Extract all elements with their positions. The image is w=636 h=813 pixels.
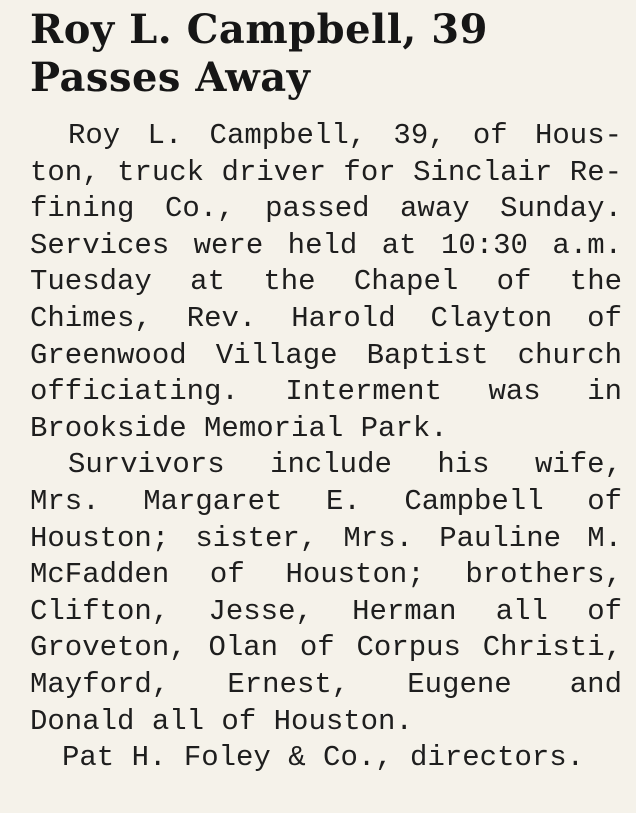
- paragraph-survivors: [30, 447, 622, 740]
- text-line: Survivors include his wife,: [68, 448, 622, 482]
- text-line: McFadden of Houston; brothers,: [30, 558, 622, 592]
- text-line: Services were held at 10:30 a.m.: [30, 228, 622, 262]
- text-line: Roy L. Campbell, 39, of Hous-: [68, 119, 622, 152]
- headline-line-1: Roy L. Campbell, 39: [30, 6, 488, 53]
- text-line: Tuesday at the Chapel of the: [30, 265, 622, 299]
- text-line: Mrs. Margaret E. Campbell of: [30, 484, 622, 518]
- text-line: Donald all of Houston.: [30, 704, 413, 738]
- text-line: Mayford, Ernest, Eugene and: [30, 667, 622, 701]
- signoff-line: Pat H. Foley & Co., directors.: [62, 741, 585, 775]
- text-line: Groveton, Olan of Corpus Christi,: [30, 631, 622, 665]
- paragraph-service: [30, 118, 622, 447]
- headline: [30, 6, 622, 102]
- text-line: Chimes, Rev. Harold Clayton of: [30, 301, 622, 335]
- funeral-director-signoff: [30, 740, 622, 777]
- text-line: Clifton, Jesse, Herman all of: [30, 594, 622, 628]
- text-line: ton, truck driver for Sinclair Re-: [30, 155, 622, 189]
- text-line: Houston; sister, Mrs. Pauline M.: [30, 521, 622, 555]
- article-body: [30, 118, 622, 777]
- text-line: Brookside Memorial Park.: [30, 411, 448, 445]
- text-line: fining Co., passed away Sunday.: [30, 192, 622, 226]
- headline-line-2: Passes Away: [30, 54, 311, 101]
- text-line: Greenwood Village Baptist church: [30, 338, 622, 372]
- text-line: officiating. Interment was in: [30, 375, 622, 409]
